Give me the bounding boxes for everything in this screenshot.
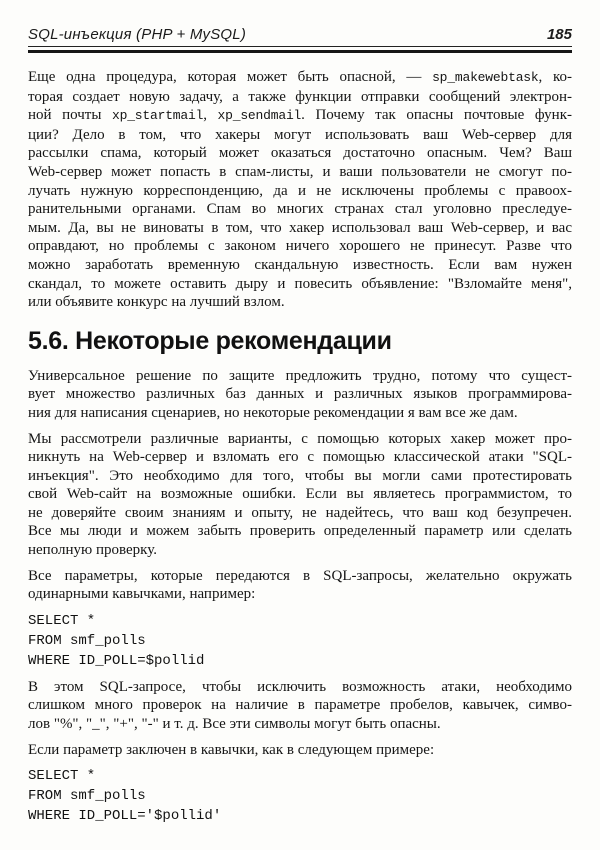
- text-line: мым. Да, вы не виноваты в том, что хакер использовал ваш Web-сервер, и вас: [28, 219, 572, 236]
- code-line: WHERE ID_POLL=$pollid: [28, 652, 205, 669]
- inline-code: xp_sendmail: [217, 108, 302, 124]
- text-line: не доверяйте своим знаниям и опыту, не надейтесь, что ваш код безупречен.: [28, 504, 572, 521]
- text-line: В этом SQL-запросе, чтобы исключить возможность атаки, необходимо: [28, 678, 572, 695]
- inline-code: sp_makewebtask: [432, 70, 539, 85]
- body-paragraph: [28, 367, 572, 423]
- text-line: вует множество различных баз данных и различных языков программирова-: [28, 386, 572, 403]
- code-block: [28, 611, 572, 671]
- text-line: оправдают, но проблемы с законом ничего хорошего не принесут. Разве что: [28, 238, 572, 255]
- text-line: Все мы люди и можем забыть проверить определенный параметр или сделать: [28, 523, 572, 540]
- text-line: Если параметр заключен в кавычки, как в следующем примере:: [28, 741, 435, 758]
- text-line: ции? Дело в том, что хакеры могут использовать ваш Web-сервер для: [28, 126, 572, 143]
- text-line: Все параметры, которые передаются в SQL-запросы, желательно окружать: [28, 567, 572, 584]
- text-line: инъекция". Это необходимо для того, чтобы вы могли сами протестировать: [28, 467, 572, 484]
- code-line: FROM smf_polls: [28, 632, 146, 649]
- text-line: рассылки спама, который может оказаться достаточно опасным. Чем? Ваш: [28, 145, 572, 162]
- text-line: Еще одна процедура, которая может быть опасной, — sp_makewebtask, ко-: [28, 69, 572, 85]
- code-block: [28, 766, 572, 826]
- text-line: или объявите конкурс на лучший взлом.: [28, 294, 285, 311]
- inline-code: xp_startmail: [112, 108, 204, 124]
- text-line: свой Web-сайт на возможные ошибки. Если вы являетесь программистом, то: [28, 486, 572, 503]
- text-line: Универсальное решение по защите предложить трудно, потому что сущест-: [28, 367, 572, 384]
- text-line: можно заработать временную скандальную известность. Если вам нужен: [28, 256, 572, 273]
- text-line: лов "%", "_", "+", "-" и т. д. Все эти символы могут быть опасны.: [28, 716, 441, 733]
- text-line: никнуть на Web-сервер и взломать его с помощью классической атаки "SQL-: [28, 449, 572, 466]
- text-line: неполную проверку.: [28, 542, 157, 559]
- text-line: ния для написания сценариев, но некоторые рекомендации я вам все же дам.: [28, 404, 518, 421]
- text-line: Мы рассмотрели различные варианты, с помощью которых хакер может про-: [28, 430, 572, 447]
- header-rule: [28, 50, 572, 53]
- page-content: [28, 68, 572, 826]
- body-paragraph: [28, 430, 572, 560]
- code-line: FROM smf_polls: [28, 788, 146, 805]
- body-paragraph: [28, 567, 572, 604]
- text-line: одинарными кавычками, например:: [28, 586, 256, 603]
- text-line: ранительными органами. Спам во многих странах стал уголовно преследуе-: [28, 201, 572, 218]
- code-line: SELECT *: [28, 612, 96, 629]
- code-line: SELECT *: [28, 768, 96, 785]
- text-line: лучать нужную корреспонденцию, да и не исключены проблемы с правоох-: [28, 182, 572, 199]
- text-line: скандал, то можете оставить дыру и повесить объявление: "Взломайте меня",: [28, 275, 572, 292]
- text-line: слишком много проверок на наличие в параметре пробелов, кавычек, симво-: [28, 697, 572, 714]
- text-line: торая создает новую задачу, а также функции отправки сообщений электрон-: [28, 88, 572, 105]
- page-number: 185: [546, 26, 572, 43]
- body-paragraph: [28, 741, 572, 760]
- body-paragraph: [28, 68, 572, 312]
- body-paragraph: [28, 678, 572, 734]
- page-header: [28, 26, 572, 47]
- running-head-title: SQL-инъекция (PHP + MySQL): [28, 26, 247, 43]
- text-line: Web-сервер может попасть в спам-листы, и ваши пользователи не смогут по-: [28, 163, 572, 180]
- code-line: WHERE ID_POLL='$pollid': [28, 808, 222, 825]
- section-heading: 5.6. Некоторые рекомендации: [28, 326, 392, 355]
- text-line: ной почты xp_startmail, xp_sendmail. Почему так опасны почтовые функ-: [28, 107, 572, 124]
